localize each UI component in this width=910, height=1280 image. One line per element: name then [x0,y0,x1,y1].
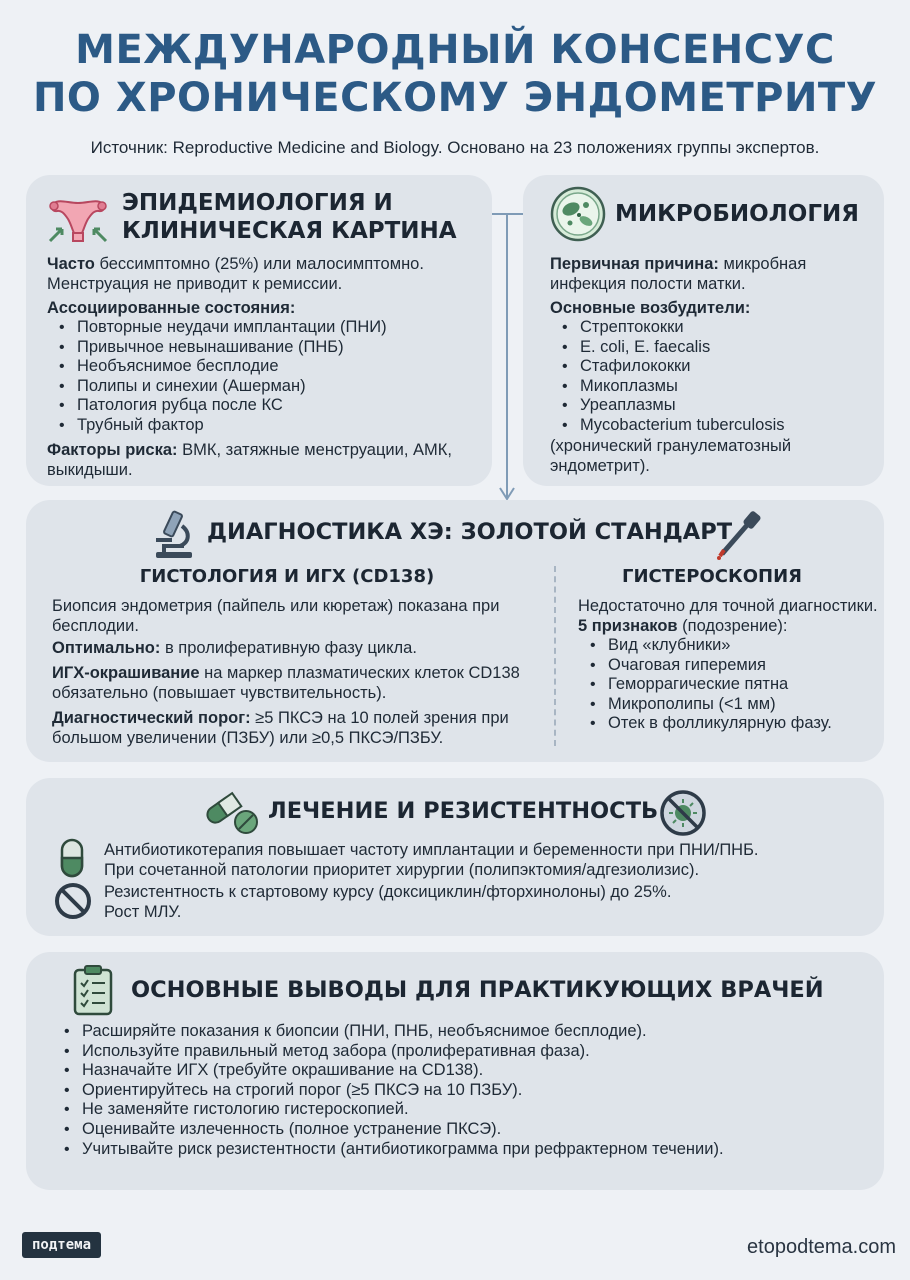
epidemiology-title [122,189,457,245]
no-bacteria-icon [658,788,708,838]
list-item: • Трубный фактор [47,416,477,436]
risk-label: Факторы риска: [47,440,178,459]
list-item: • Привычное невынашивание (ПНБ) [47,338,477,358]
ihc-paragraph [52,663,536,703]
signs-list [578,636,878,734]
treatment-title: ЛЕЧЕНИЕ И РЕЗИСТЕНТНОСТЬ [268,798,659,824]
diagnostics-card [26,500,884,762]
source-line: Источник: Reproductive Medicine and Biology. Основано на 23 положениях группы экспертов. [90,138,820,157]
treatment-line-4: Рост МЛУ. [104,903,182,921]
epidemiology-title-line-1: ЭПИДЕМИОЛОГИЯ И [122,190,393,216]
ihc-label: ИГХ-окрашивание [52,664,200,682]
list-item: • E. coli, E. faecalis [550,338,870,358]
hysteroscopy-p1: Недостаточно для точной диагностики. [578,597,878,615]
list-item: • Необъяснимое бесплодие [47,357,477,377]
threshold-text: ≥5 ПКСЭ на 10 полей зрения при большом увеличении (ПЗБУ) или ≥0,5 ПКСЭ/ПЗБУ. [52,709,509,747]
agents-note: (хронический гранулематозный эндометрит). [550,436,792,475]
list-item: • Геморрагические пятна [578,675,878,695]
treatment-card [26,778,884,936]
list-item: • Используйте правильный метод забора (пролиферативная фаза). [52,1042,872,1062]
microscope-icon [150,506,198,560]
list-item: • Очаговая гиперемия [578,656,878,676]
list-item: • Патология рубца после КС [47,396,477,416]
list-item: • Повторные неудачи имплантации (ПНИ) [47,318,477,338]
risk-paragraph [47,440,477,480]
ihc-text: на маркер плазматических клеток CD138 обязательно (повышает чувствительность). [52,664,520,702]
list-item: • Ориентируйтесь на строгий порог (≥5 ПКСЭ на 10 ПЗБУ). [52,1081,872,1101]
signs-label: 5 признаков [578,617,678,635]
agents-list [550,318,870,436]
list-item: • Полипы и синехии (Ашерман) [47,377,477,397]
list-item: • Оценивайте излеченность (полное устранение ПКСЭ). [52,1120,872,1140]
primary-paragraph [550,254,870,294]
brand-badge: подтема [22,1232,101,1258]
list-item: • Mycobacterium tuberculosis [550,416,870,436]
often-label: Часто [47,255,95,273]
site-link[interactable]: etopodtema.com [747,1236,896,1258]
bacteria-petri-icon [549,185,607,243]
primary-label: Первичная причина: [550,255,719,273]
threshold-paragraph [52,708,536,748]
column-divider [554,566,556,746]
threshold-label: Диагностический порог: [52,709,251,727]
optimal-text: в пролиферативную фазу цикла. [160,639,417,657]
histology-body [52,596,536,748]
list-item: • Учитывайте риск резистентности (антибиотикограмма при рефрактерном течении). [52,1140,872,1160]
uterus-icon [46,189,110,245]
hysteroscopy-title: ГИСТЕРОСКОПИЯ [621,566,803,587]
histology-p1: Биопсия эндометрия (пайпель или кюретаж) показана при бесплодии. [52,597,500,635]
pills-icon [202,788,260,838]
microbiology-card [523,175,884,486]
title-line-1: МЕЖДУНАРОДНЫЙ КОНСЕНСУС [75,27,835,73]
often-text: бессимптомно (25%) или малосимптомно. Менструация не приводит к ремиссии. [47,255,424,293]
list-item: • Вид «клубники» [578,636,878,656]
treatment-line-1: Антибиотикотерапия повышает частоту имплантации и беременности при ПНИ/ПНБ. [104,841,759,859]
list-item: • Микоплазмы [550,377,870,397]
diagnostics-title: ДИАГНОСТИКА ХЭ: ЗОЛОТОЙ СТАНДАРТ [207,519,733,545]
prohibited-icon [54,882,92,920]
hysteroscopy-body [578,596,878,734]
risk-text: ВМК, затяжные менструации, АМК, выкидыши. [47,440,452,479]
conclusions-card [26,952,884,1190]
treatment-line-3: Резистентность к стартовому курсу (доксициклин/фторхинолоны) до 25%. [104,883,672,901]
treatment-body [104,840,874,922]
optimal-paragraph [52,638,536,658]
clipboard-checklist-icon [72,964,114,1016]
title-line-2: ПО ХРОНИЧЕСКОМУ ЭНДОМЕТРИТУ [32,75,878,121]
list-item: • Расширяйте показания к биопсии (ПНИ, ПНБ, необъяснимое бесплодие). [52,1022,872,1042]
list-item: • Уреаплазмы [550,396,870,416]
primary-text: микробная инфекция полости матки. [550,255,807,293]
capsule-icon [56,838,88,878]
agents-label: Основные возбудители: [550,299,751,317]
list-item: • Назначайте ИГХ (требуйте окрашивание на CD138). [52,1061,872,1081]
treatment-line-2: При сочетанной патологии приоритет хирургии (полипэктомия/адгезиолизис). [104,861,700,879]
epidemiology-title-line-2: КЛИНИЧЕСКАЯ КАРТИНА [122,218,457,244]
epidemiology-body [47,254,477,480]
often-paragraph [47,254,477,294]
conclusions-list [52,1022,872,1159]
list-item: • Отек в фолликулярную фазу. [578,714,878,734]
pipette-icon [714,506,766,560]
list-item: • Не заменяйте гистологию гистероскопией. [52,1100,872,1120]
optimal-label: Оптимально: [52,639,161,657]
assoc-list [47,318,477,436]
conclusions-title: ОСНОВНЫЕ ВЫВОДЫ ДЛЯ ПРАКТИКУЮЩИХ ВРАЧЕЙ [131,977,824,1003]
list-item: • Стрептококки [550,318,870,338]
histology-title: ГИСТОЛОГИЯ И ИГХ (CD138) [139,566,435,587]
signs-paragraph [578,616,878,636]
list-item: • Микрополипы (<1 мм) [578,695,878,715]
assoc-label: Ассоциированные состояния: [47,299,296,317]
list-item: • Стафилококки [550,357,870,377]
microbiology-body [550,254,870,476]
microbiology-title: МИКРОБИОЛОГИЯ [615,201,859,227]
signs-text: (подозрение): [677,617,788,635]
epidemiology-card [26,175,492,486]
